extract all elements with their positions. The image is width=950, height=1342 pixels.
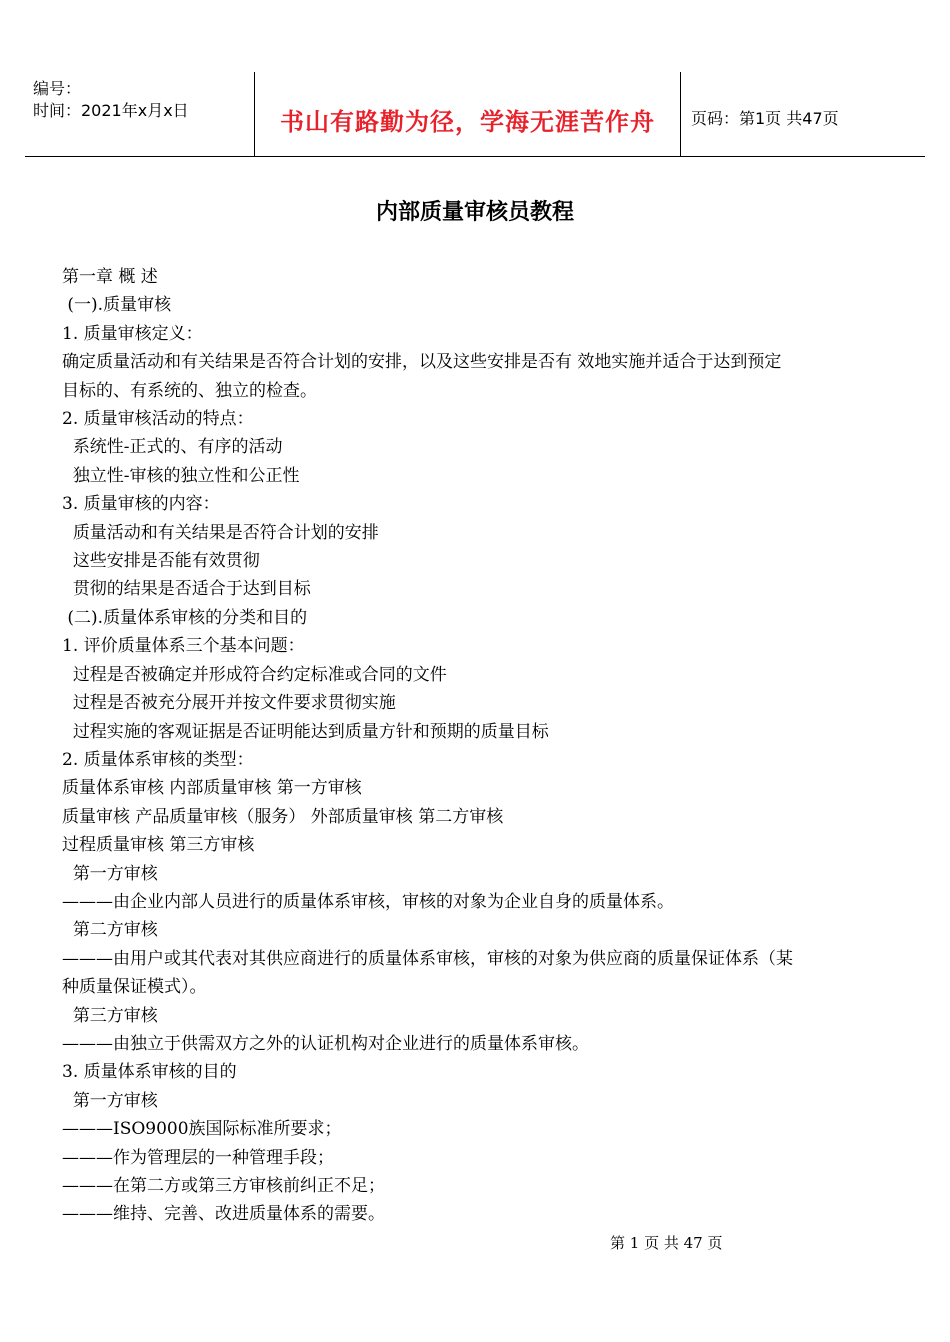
text-line: 2. 质量体系审核的类型： (62, 749, 254, 770)
text-line: 第一方审核 (62, 863, 158, 884)
header-page-number: 页码：第1页 共47页 (691, 109, 839, 128)
text-line: 这些安排是否能有效贯彻 (62, 551, 260, 572)
text-line: 过程是否被确定并形成符合约定标准或合同的文件 (62, 664, 447, 685)
text-line: 第三方审核 (62, 1005, 158, 1026)
text-line: 第一方审核 (62, 1090, 158, 1111)
text-line: 确定质量活动和有关结果是否符合计划的安排，以及这些安排是否有 效地实施并适合于达到预定 (62, 352, 782, 373)
text-line: ———在第二方或第三方审核前纠正不足； (62, 1176, 385, 1196)
text-line: 过程是否被充分展开并按文件要求贯彻实施 (62, 693, 396, 714)
text-line: 独立性-审核的独立性和公正性 (62, 465, 300, 486)
text-line: 质量体系审核 内部质量审核 第一方审核 (62, 778, 362, 799)
text-line: 质量活动和有关结果是否符合计划的安排 (62, 522, 379, 543)
text-line: 3. 质量审核的内容： (62, 494, 220, 515)
text-line: ———作为管理层的一种管理手段； (62, 1147, 334, 1168)
text-line: 过程质量审核 第三方审核 (62, 835, 255, 856)
text-line: ———维持、完善、改进质量体系的需要。 (62, 1204, 385, 1225)
text-line: ———ISO9000族国际标准所要求； (62, 1119, 342, 1140)
page-header (25, 72, 925, 157)
text-line: ———由企业内部人员进行的质量体系审核，审核的对象为企业自身的质量体系。 (62, 891, 674, 912)
text-line: ———由用户或其代表对其供应商进行的质量体系审核，审核的对象为供应商的质量保证体系（某 (62, 948, 793, 969)
document-body (62, 263, 892, 1229)
document-title: 内部质量审核员教程 (375, 200, 574, 225)
text-line: 系统性-正式的、有序的活动 (62, 437, 283, 458)
header-divider (680, 72, 681, 156)
text-line: 3. 质量体系审核的目的 (62, 1062, 237, 1083)
document-number-label: 编号： (33, 79, 82, 98)
page-footer: 第 1 页 共 47 页 (610, 1234, 723, 1252)
text-line: 第二方审核 (62, 920, 158, 941)
document-date-label: 时间：2021年x月x日 (33, 101, 189, 120)
text-line: 2. 质量审核活动的特点： (62, 409, 254, 430)
text-line: (一).质量审核 (62, 295, 172, 316)
text-line: 种质量保证模式）。 (62, 977, 207, 998)
text-line: 1. 评价质量体系三个基本问题： (62, 636, 305, 657)
text-line: 贯彻的结果是否适合于达到目标 (62, 579, 311, 600)
text-line: 1. 质量审核定义： (62, 323, 203, 344)
text-line: 质量审核 产品质量审核（服务） 外部质量审核 第二方审核 (62, 806, 504, 827)
header-meta (33, 78, 258, 122)
text-line: (二).质量体系审核的分类和目的 (62, 607, 308, 628)
text-line: 目标的、有系统的、独立的检查。 (62, 380, 317, 401)
text-line: 过程实施的客观证据是否证明能达到质量方针和预期的质量目标 (62, 721, 549, 742)
text-line: ———由独立于供需双方之外的认证机构对企业进行的质量体系审核。 (62, 1033, 589, 1054)
text-line: 第一章 概 述 (62, 267, 158, 287)
header-motto: 书山有路勤为径，学海无涯苦作舟 (280, 108, 655, 136)
